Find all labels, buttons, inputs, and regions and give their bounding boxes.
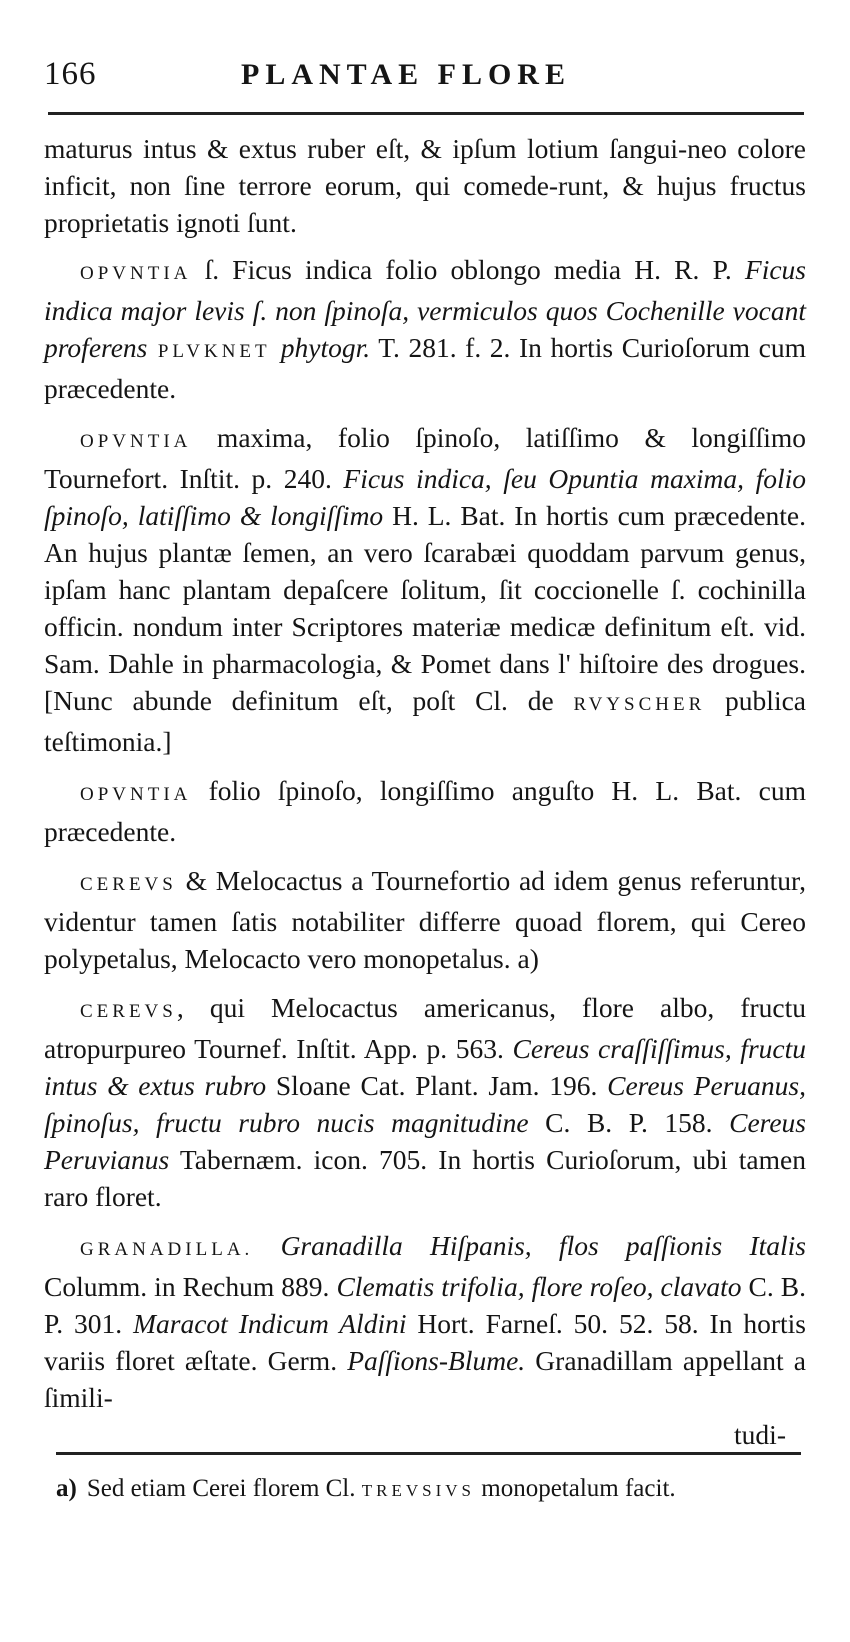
- page-title: PLANTAE FLORE: [241, 58, 571, 91]
- paragraph-cereus-1: [44, 862, 806, 977]
- author-name: PLVKNET: [147, 341, 281, 362]
- paragraph-text: Tabernæm. icon. 705. In hortis Curioſorum, ubi tamen raro floret.: [44, 1144, 806, 1212]
- paragraph-text: Columm. in Rechum 889.: [44, 1271, 337, 1302]
- paragraph-opuntia-2: [44, 419, 806, 760]
- italic-citation: Paſſions-Blume.: [347, 1345, 526, 1376]
- book-page: [44, 50, 814, 1610]
- footnote-text: Sed etiam Cerei florem Cl.: [86, 1475, 362, 1502]
- paragraph-opuntia-1: [44, 251, 806, 407]
- genus-name: CEREVS: [80, 874, 177, 895]
- paragraph-text: C. B. P. 158.: [528, 1107, 730, 1138]
- italic-citation: Ficus indica, ſeu Opuntia maxima, folio ſpinoſo, latiſſimo & longiſſimo: [44, 463, 806, 531]
- paragraph-text: ſ. Ficus indica folio oblongo media H. R. P.: [191, 254, 745, 285]
- footnote-text: monopetalum facit.: [475, 1475, 676, 1502]
- page-number: 166: [44, 56, 97, 92]
- italic-citation: Cereus craſſiſſimus, fructu intus & extus rubro: [44, 1033, 806, 1101]
- italic-citation: Ficus indica major levis ſ. non ſpinoſa, vermiculos quos Cochenille vocant proferens: [44, 254, 806, 363]
- header-rule: [48, 112, 804, 115]
- paragraph-text: Sloane Cat. Plant. Jam. 196.: [266, 1070, 608, 1101]
- footnote-mark: a): [56, 1475, 77, 1502]
- paragraph-text: maturus intus & extus ruber eſt, & ipſum lotium ſangui-neo colore inficit, non ſine terrore eorum, qui comede-runt, & hujus fructus proprietatis ignoti ſunt.: [44, 133, 806, 238]
- footnote: [56, 1472, 796, 1507]
- genus-name: CEREVS: [80, 1001, 177, 1022]
- paragraph-text: C. B. P. 301.: [44, 1271, 806, 1339]
- italic-citation: Maracot Indicum Aldini: [133, 1308, 407, 1339]
- genus-name: OPVNTIA: [80, 784, 192, 805]
- paragraph-cereus-2: [44, 989, 806, 1215]
- italic-citation: Cereus Peruanus, ſpinoſus, fructu rubro nucis magnitudine: [44, 1070, 806, 1138]
- paragraph-text: publica teſtimonia.]: [44, 685, 806, 757]
- genus-name: OPVNTIA: [80, 263, 192, 284]
- author-name: TREVSIVS: [361, 1481, 475, 1500]
- paragraph-opuntia-3: [44, 772, 806, 850]
- paragraph-text: H. L. Bat. In hortis cum præcedente. An hujus plantæ ſemen, an vero ſcarabæi quoddam parvum genus, ipſam hanc plantam depaſcere ſolitum, ſit coccionelle ſ. cochinilla officin. nondum inter Scriptores materiæ medicæ definitum eſt. vid. Sam. Dahle in pharmacologia, & Pomet dans l' hiſtoire des drogues. [Nunc abunde definitum eſt, poſt Cl. de: [44, 500, 806, 716]
- author-name: RVYSCHER: [573, 694, 706, 715]
- paragraph-text: , qui Melocactus americanus, flore albo, fructu atropurpureo Tournef. Inſtit. App. p. 563.: [44, 992, 806, 1064]
- running-head: [44, 50, 814, 96]
- paragraph-granadilla: [44, 1227, 806, 1453]
- paragraph-text: maxima, folio ſpinoſo, latiſſimo & longiſſimo Tournefort. Inſtit. p. 240.: [44, 422, 806, 494]
- genus-name: OPVNTIA: [80, 431, 192, 452]
- paragraph-text: & Melocactus a Tournefortio ad idem genus referuntur, videntur tamen ſatis notabiliter differre quoad florem, qui Cereo polypetalus, Melocacto vero monopetalus. a): [44, 865, 806, 974]
- paragraph-text: Granadillam appellant a ſimili-: [44, 1345, 806, 1413]
- paragraph-text: folio ſpinoſo, longiſſimo anguſto H. L. Bat. cum præcedente.: [44, 775, 806, 847]
- footnote-rule: [56, 1452, 801, 1455]
- paragraph-maturus: [44, 130, 806, 241]
- genus-name: GRANADILLA.: [80, 1239, 254, 1260]
- italic-citation: Granadilla Hiſpanis, flos paſſionis Italis: [253, 1230, 806, 1261]
- paragraph-text: T. 281. f. 2. In hortis Curioſorum cum præcedente.: [44, 332, 806, 404]
- paragraph-text: Hort. Farneſ. 50. 52. 58. In hortis variis floret æſtate. Germ.: [44, 1308, 807, 1376]
- italic-citation: Cereus Peruvianus: [44, 1107, 806, 1175]
- body-text: [44, 130, 806, 1465]
- italic-citation: phytogr.: [280, 332, 371, 363]
- italic-citation: Clematis trifolia, flore roſeo, clavato: [336, 1271, 742, 1302]
- catchword: tudi-: [734, 1419, 786, 1450]
